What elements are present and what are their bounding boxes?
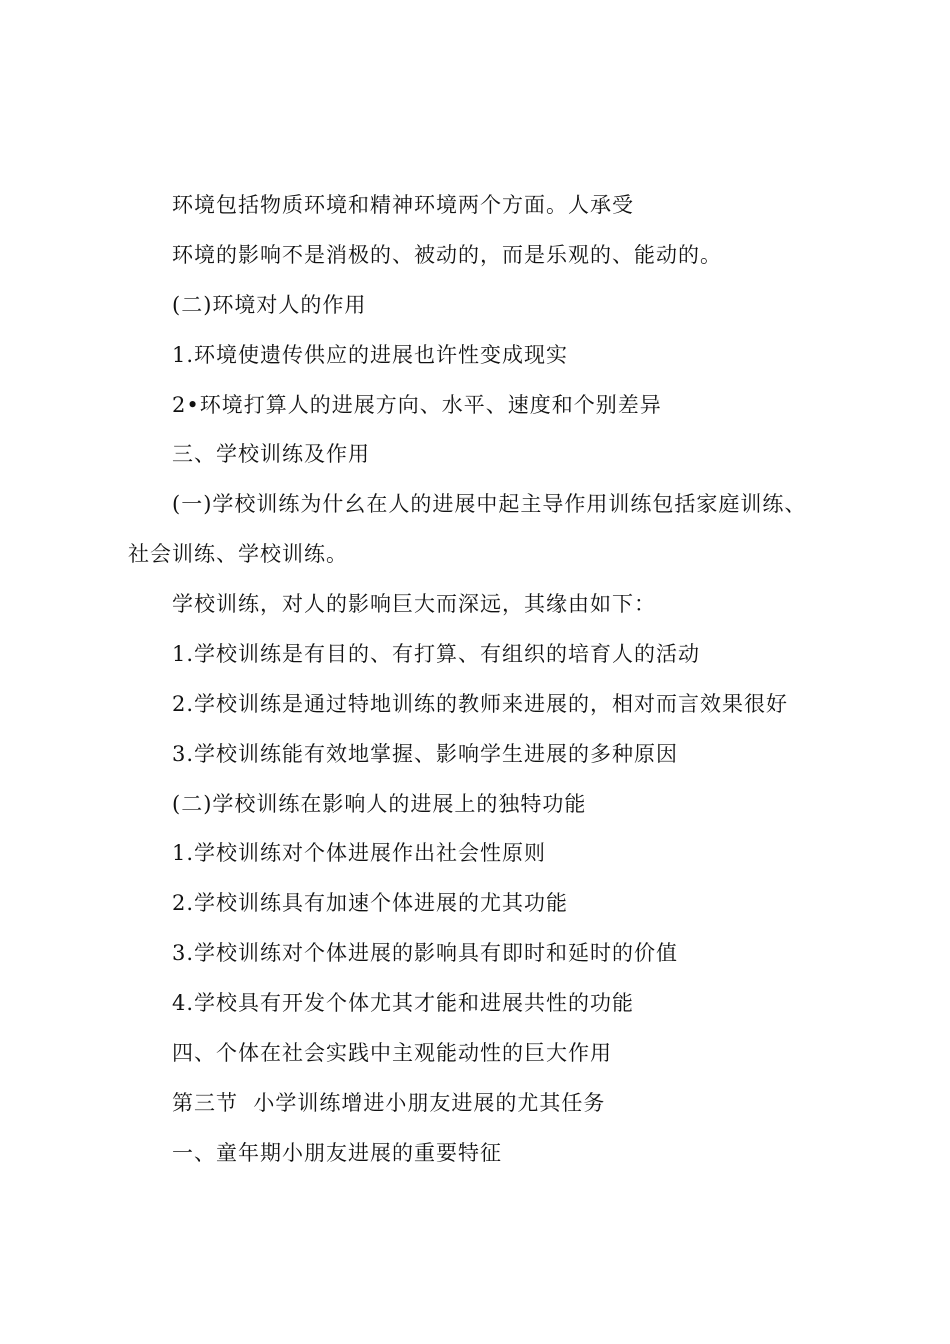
paragraph-line: 社会训练、学校训练。 bbox=[128, 542, 348, 566]
list-item: 3.学校训练对个体进展的影响具有即时和延时的价值 bbox=[172, 941, 679, 965]
paragraph-line: 环境包括物质环境和精神环境两个方面。人承受 bbox=[172, 193, 634, 217]
paragraph-line: 学校训练，对人的影响巨大而深远，其缘由如下： bbox=[172, 592, 656, 616]
list-item: 2.学校训练具有加速个体进展的尤其功能 bbox=[172, 891, 569, 915]
list-item: 2.学校训练是通过特地训练的教师来进展的，相对而言效果很好 bbox=[172, 692, 789, 716]
list-item: 1.学校训练对个体进展作出社会性原则 bbox=[172, 841, 547, 865]
section-heading: (二)环境对人的作用 bbox=[172, 293, 367, 317]
list-item: 2•环境打算人的进展方向、水平、速度和个别差异 bbox=[172, 393, 662, 417]
section-heading: 三、学校训练及作用 bbox=[172, 442, 370, 466]
list-item: 3.学校训练能有效地掌握、影响学生进展的多种原因 bbox=[172, 742, 679, 766]
section-heading: 四、个体在社会实践中主观能动性的巨大作用 bbox=[172, 1041, 612, 1065]
list-item: 1.学校训练是有目的、有打算、有组织的培育人的活动 bbox=[172, 642, 701, 666]
list-item: 1.环境使遗传供应的进展也许性变成现实 bbox=[172, 343, 569, 367]
chapter-heading: 第三节 小学训练增进小朋友进展的尤其任务 bbox=[172, 1091, 606, 1115]
section-heading: (二)学校训练在影响人的进展上的独特功能 bbox=[172, 792, 587, 816]
paragraph-line: (一)学校训练为什幺在人的进展中起主导作用训练包括家庭训练、 bbox=[172, 492, 807, 516]
section-heading: 一、童年期小朋友进展的重要特征 bbox=[172, 1141, 502, 1165]
list-item: 4.学校具有开发个体尤其才能和进展共性的功能 bbox=[172, 991, 635, 1015]
paragraph-line: 环境的影响不是消极的、被动的，而是乐观的、能动的。 bbox=[172, 243, 722, 267]
